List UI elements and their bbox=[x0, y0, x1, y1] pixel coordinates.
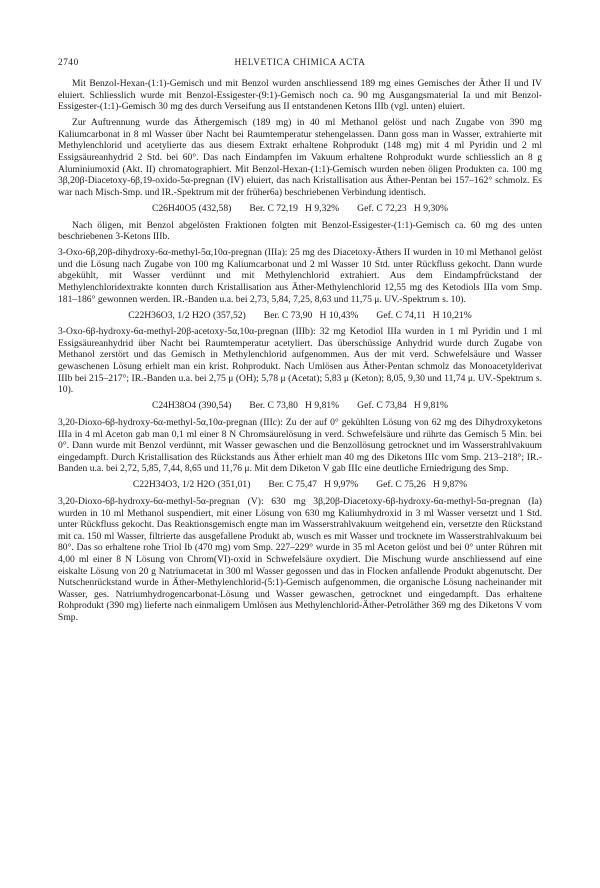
elemental-analysis-iiib bbox=[58, 400, 542, 412]
elemental-analysis-iiic bbox=[58, 479, 542, 491]
calculated-values: Ber. C 75,47 H 9,97% bbox=[268, 479, 359, 491]
paragraph-separation: Zur Auftrennung wurde das Äthergemisch (189 mg) in 40 ml Methanol gelöst und nach Zugabe von 390 mg Kaliumcarbonat in 8 ml Wasser über Nacht bei Raumtemperatur stehengelassen. Dann goss man in Wasser, extrahierte mit Methylenchlorid und acetylierte das aus diesem Extrakt erhaltene Rohprodukt (148 mg) mit 4 ml Pyridin und 2 ml Essigsäureanhydrid 2 Std. bei 60°. Das nach Eindampfen im Vakuum erhaltene Rohprodukt wurde schliesslich an 8 g Aluminiumoxid (Akt. II) chromatographiert. Mit Benzol-Hexan-(1:1)-Gemisch wurden neben öligen Produkten ca. 100 mg 3β,20β-Diacetoxy-6β,19-oxido-5α-pregnan (IV) eluiert, das nach Kristallisation aus Äther-Pentan bei 157–162° schmolz. Es war nach Misch-Smp. und IR.-Spektrum mit der früher6a) beschriebenen Verbindung identisch. bbox=[58, 117, 542, 198]
paragraph-elution: Mit Benzol-Hexan-(1:1)-Gemisch und mit Benzol wurden anschliessend 189 mg eines Gemisches der Äther II und IV eluiert. Schliesslich wurde mit Benzol-Essigester-(9:1)-Gemisch noch ca. 90 mg Ausgangsmaterial Ia und mit Benzol-Essigester-(1:1)-Gemisch 30 mg des durch Verseifung aus II entstandenen Ketons IIIb (vgl. unten) eluiert. bbox=[58, 78, 542, 113]
found-values: Gef. C 75,26 H 9,87% bbox=[376, 479, 468, 491]
page-number: 2740 bbox=[58, 57, 79, 67]
found-values: Gef. C 73,84 H 9,81% bbox=[357, 400, 449, 412]
molecular-formula: C24H38O4 (390,54) bbox=[151, 400, 232, 412]
elemental-analysis-iv bbox=[58, 203, 542, 215]
found-values: Gef. C 72,23 H 9,30% bbox=[357, 202, 449, 214]
paragraph-compound-iiib: 3-Oxo-6β-hydroxy-6α-methyl-20β-acetoxy-5α,10α-pregnan (IIIb): 32 mg Ketodiol IIIa wurden in 1 ml Pyridin und 1 ml Essigsäureanhydrid über Nacht bei Raumtemperatur acetyliert. Das überschüssige Anhydrid wurde durch Zugabe von Methanol zerstört und das Gemisch in Methylenchlorid aufgenommen. Aus der mit verd. Schwefelsäure und Wasser gewaschenen Lösung erhielt man ein krist. Rohprodukt. Nach Umlösen aus Äther-Pentan schmolz das Monoacetylderivat IIIb bei 215–217°; IR.-Banden u.a. bei 2,75 μ (OH); 5,78 μ (Acetat); 5,83 μ (Keton); 8,05, 9,30 und 11,74 μ. UV.-Spektrum s. 10). bbox=[58, 326, 542, 396]
calculated-values: Ber. C 73,80 H 9,81% bbox=[249, 400, 340, 412]
paragraph-compound-iiia: 3-Oxo-6β,20β-dihydroxy-6α-methyl-5α,10α-pregnan (IIIa): 25 mg des Diacetoxy-Äthers II wurden in 10 ml Methanol gelöst und die Lösung nach Zugabe von 100 mg Kaliumcarbonat und 2 ml Wasser 10 Std. unter Rückfluss gekocht. Dann wurde abgekühlt, mit Wasser verdünnt und mit Methylenchlorid extrahiert. Aus dem Eindampfrückstand der Methylenchloridextrakte konnten durch Kristallisation aus Äther-Methylenchlorid 12,55 mg des Ketodiols IIIa vom Smp. 181–186° gewonnen werden. IR.-Banden u.a. bei 2,73, 5,84, 7,25, 8,63 und 11,75 μ. UV.-Spektrum s. 10). bbox=[58, 247, 542, 305]
article-body bbox=[58, 78, 542, 628]
journal-title: HELVETICA CHIMICA ACTA bbox=[234, 57, 366, 67]
running-header bbox=[58, 57, 542, 71]
molecular-formula: C22H36O3, 1/2 H2O (357,52) bbox=[128, 309, 246, 321]
found-values: Gef. C 74,11 H 10,21% bbox=[376, 309, 472, 321]
elemental-analysis-iiia bbox=[58, 310, 542, 322]
paragraph-oily-fractions: Nach öligen, mit Benzol abgelösten Fraktionen folgten mit Benzol-Essigester-(1:1)-Gemisch ca. 60 mg des unten beschriebenen 3-Ketons IIIb. bbox=[58, 219, 542, 243]
molecular-formula: C22H34O3, 1/2 H2O (351,01) bbox=[132, 479, 251, 491]
calculated-values: Ber. C 72,19 H 9,32% bbox=[249, 202, 340, 214]
calculated-values: Ber. C 73,90 H 10,43% bbox=[263, 309, 359, 321]
molecular-formula: C26H40O5 (432,58) bbox=[151, 202, 232, 214]
paragraph-compound-v: 3,20-Dioxo-6β-hydroxy-6α-methyl-5α-pregnan (V): 630 mg 3β,20β-Diacetoxy-6β-hydroxy-6α-methyl-5α-pregnan (Ia) wurden in 10 ml Methanol suspendiert, mit einer Lösung von 630 mg Kaliumhydroxid in 3 ml Wasser versetzt und 1 Std. unter Rückfluss gekocht. Das Reaktionsgemisch engte man im Wasserstrahlvakuum weitgehend ein, versetzte den Rückstand mit ca. 150 ml Wasser, filtrierte das ausgefallene Produkt ab, wusch es mit Wasser und trocknete im Wasserstrahlvakuum bei 80°. Das so erhaltene rohe Triol Ib (470 mg) vom Smp. 227–229° wurde in 35 ml Aceton gelöst und bei 0° unter Rühren mit 4,00 ml einer 8 N Lösung von Chrom(VI)-oxid in Schwefelsäure oxydiert. Die Mischung wurde anschliessend auf eine eiskalte Lösung von 20 g Natriumacetat in 300 ml Wasser gegossen und das in Flocken anfallende Produkt abgenutscht. Der Nutschenrückstand wurde in Äther-Methylenchlorid-(5:1)-Gemisch aufgenommen, die organische Lösung nacheinander mit Wasser, ges. Natriumhydrogencarbonat-Lösung und Wasser gewaschen, getrocknet und eingedampft. Das erhaltene Rohprodukt (390 mg) lieferte nach einmaligem Umlösen aus Methylenchlorid-Äther-Petroläther 369 mg des Diketons V vom Smp. bbox=[58, 496, 542, 623]
paragraph-compound-iiic: 3,20-Dioxo-6β-hydroxy-6α-methyl-5α,10α-pregnan (IIIc): Zu der auf 0° gekühlten Lösung von 62 mg des Dihydroxyketons IIIa in 4 ml Aceton gab man 0,1 ml einer 8 N Chromsäurelösung in verd. Schwefelsäure und rührte das Gemisch 5 Min. bei 0°. Dann wurde mit Benzol verdünnt, mit Wasser gewaschen und die Benzollösung getrocknet und im Wasserstrahlvakuum eingedampft. Durch Kristallisation des Rückstands aus Äther erhielt man 40 mg des Diketons IIIc vom Smp. 213–218°; IR.-Banden u.a. bei 2,72, 5,85, 7,44, 8,65 und 11,76 μ. Mit dem Diketon V gab IIIc eine deutliche Erniedrigung des Smp. bbox=[58, 416, 542, 475]
